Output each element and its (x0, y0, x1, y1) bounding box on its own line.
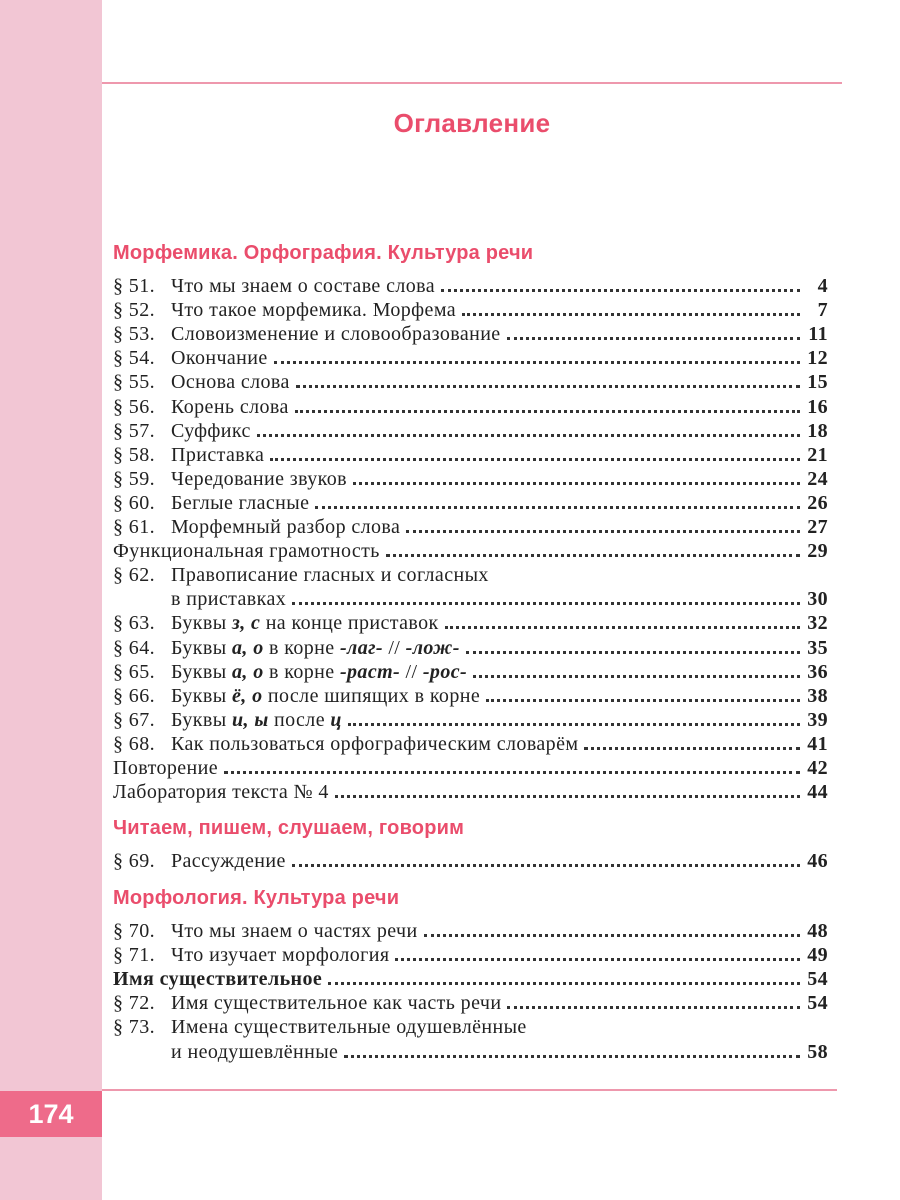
left-margin-band (0, 0, 102, 1200)
toc-entry-page: 42 (807, 757, 828, 779)
toc-entry (113, 395, 828, 419)
toc-entry-title: Беглые гласные (171, 491, 310, 514)
dot-leader (424, 934, 800, 937)
toc-entry (113, 274, 828, 298)
toc-entry-page: 35 (807, 636, 828, 659)
toc-entry-title: Имя существительное (113, 968, 323, 991)
toc-entry-page: 11 (808, 323, 828, 346)
toc-entry (113, 849, 828, 873)
toc-entry (113, 1015, 828, 1039)
toc-entry (113, 732, 828, 756)
toc-entry-number: § 64. (113, 636, 155, 659)
toc-entry-page: 44 (807, 781, 828, 804)
toc-entry-title: Буквы и, ы после ц (171, 708, 342, 731)
toc-entry-title: Имя существительное как часть речи (171, 992, 502, 1015)
toc-entry (113, 563, 828, 587)
toc-entry-title: Суффикс (171, 419, 251, 442)
page-title: Оглавление (393, 108, 551, 138)
toc-entry (113, 919, 828, 943)
dot-leader (353, 482, 800, 485)
toc-entry (113, 419, 828, 443)
toc-entry-title: и неодушевлённые (171, 1040, 339, 1063)
toc-entry-number: § 54. (113, 347, 155, 370)
toc-entry-number: § 52. (113, 299, 155, 322)
dot-leader (292, 864, 800, 867)
toc-entry-number: § 57. (113, 419, 155, 442)
toc-entry-page: 30 (807, 588, 828, 611)
section-heading: Читаем, пишем, слушаем, говорим (113, 817, 465, 839)
toc-entry (113, 780, 828, 804)
dot-leader (441, 289, 800, 292)
dot-leader (328, 982, 800, 985)
toc-entry-number: § 72. (113, 992, 155, 1015)
toc-entry-page: 12 (807, 347, 828, 370)
toc-entry-page: 26 (807, 491, 828, 514)
section-heading: Морфология. Культура речи (113, 887, 400, 909)
dot-leader (348, 723, 800, 726)
toc-entry (113, 756, 828, 780)
toc-entry-title: Основа слова (171, 371, 290, 394)
toc-entry (113, 967, 828, 991)
toc-entry (113, 515, 828, 539)
toc-entry-page: 38 (807, 684, 828, 707)
dot-leader (406, 530, 800, 533)
toc-entry-page: 46 (807, 850, 828, 872)
dot-leader (295, 410, 800, 413)
toc-entry-number: § 59. (113, 467, 155, 490)
toc-entry-page: 36 (807, 660, 828, 683)
toc-entry (113, 298, 828, 322)
page-number: 174 (0, 1091, 102, 1137)
toc-entry-page: 16 (807, 395, 828, 418)
toc-entry (113, 443, 828, 467)
dot-leader (462, 313, 800, 316)
toc-entry (113, 322, 828, 346)
toc-entry (113, 684, 828, 708)
toc-entry-page: 29 (807, 540, 828, 563)
dot-leader (296, 385, 800, 388)
toc-entry-page: 32 (807, 612, 828, 635)
top-divider (102, 82, 842, 84)
dot-leader (257, 434, 800, 437)
toc-entry-title: Повторение (113, 757, 219, 779)
toc-entry-number: § 67. (113, 708, 155, 731)
toc-entry-title: Окончание (171, 347, 268, 370)
toc-entry (113, 370, 828, 394)
toc-entry-title: Чередование звуков (171, 467, 348, 490)
toc-entry-title: Что мы знаем о частях речи (171, 920, 418, 942)
toc-entry-number: § 70. (113, 920, 155, 942)
toc-entry-title: Приставка (171, 443, 265, 466)
toc-entry-page: 27 (807, 516, 828, 538)
toc-entry (113, 491, 828, 515)
toc-entry (113, 346, 828, 370)
toc-entry-number: § 55. (113, 371, 155, 394)
dot-leader (584, 747, 800, 750)
toc-entry-page: 7 (817, 299, 828, 322)
dot-leader (507, 337, 800, 340)
toc-entry (113, 708, 828, 732)
dot-leader (315, 506, 800, 509)
toc-entry-number: § 68. (113, 732, 155, 755)
toc-entry-title: Словоизменение и словообразование (171, 323, 501, 346)
toc-entry-page: 54 (807, 968, 828, 991)
dot-leader (224, 771, 800, 774)
toc-entry-title: Что изучает морфология (171, 944, 390, 967)
toc-entry-number: § 60. (113, 491, 155, 514)
toc-entry-number: § 73. (113, 1016, 155, 1039)
toc-entry-number: § 51. (113, 275, 155, 297)
toc-entry-continuation (113, 587, 828, 611)
dot-leader (274, 361, 800, 364)
toc-entry-title: Рассуждение (171, 850, 286, 872)
toc-entry (113, 660, 828, 684)
dot-leader (270, 458, 800, 461)
section-heading: Морфемика. Орфография. Культура речи (113, 242, 534, 264)
toc-entry-title: Буквы ё, о после шипящих в корне (171, 684, 481, 707)
toc-entry-title: Что такое морфемика. Морфема (171, 299, 457, 322)
toc-entry-page: 21 (807, 443, 828, 466)
toc-entry-page: 54 (807, 992, 828, 1015)
toc-entry-number: § 65. (113, 660, 155, 683)
toc-entry-title: Что мы знаем о составе слова (171, 275, 436, 297)
toc-entry-number: § 62. (113, 564, 155, 587)
dot-leader (486, 699, 800, 702)
toc-entry-number: § 61. (113, 516, 155, 538)
toc-entry-title: Корень слова (171, 395, 289, 418)
toc-entry-number: § 71. (113, 944, 155, 967)
bottom-divider (102, 1089, 837, 1091)
toc-entry-number: § 63. (113, 612, 155, 635)
toc-entry (113, 636, 828, 660)
dot-leader (335, 795, 800, 798)
toc-entry-page: 58 (807, 1040, 828, 1063)
toc-entry-number: § 56. (113, 395, 155, 418)
toc-entry-number: § 53. (113, 323, 155, 346)
dot-leader (395, 958, 800, 961)
toc-entry-number: § 58. (113, 443, 155, 466)
toc-entry-title: Буквы а, о в корне -раст- // -рос- (171, 660, 468, 683)
toc-entry-page: 24 (807, 467, 828, 490)
toc-entry-title: Лаборатория текста № 4 (113, 781, 329, 804)
toc-entry-title: Имена существительные одушевлённые (171, 1016, 527, 1039)
toc-entry-number: § 66. (113, 684, 155, 707)
dot-leader (445, 626, 800, 629)
toc-entry-title: Функциональная грамотность (113, 540, 380, 563)
toc-entry (113, 611, 828, 635)
toc-entry-page: 15 (807, 371, 828, 394)
toc-entry-continuation (113, 1040, 828, 1064)
toc-entry-page: 49 (807, 944, 828, 967)
toc-entry (113, 539, 828, 563)
toc-entry-page: 48 (807, 920, 828, 942)
dot-leader (473, 675, 800, 678)
dot-leader (386, 554, 800, 557)
toc-entry (113, 467, 828, 491)
toc-entry-page: 18 (807, 419, 828, 442)
toc-entry-number: § 69. (113, 850, 155, 872)
dot-leader (344, 1055, 800, 1058)
toc-entry (113, 943, 828, 967)
toc-entry-title: Как пользоваться орфографическим словарём (171, 732, 579, 755)
toc-entry-page: 39 (807, 708, 828, 731)
toc-entry-title: Буквы а, о в корне -лаг- // -лож- (171, 636, 460, 659)
dot-leader (292, 602, 800, 605)
toc-entry-title: Морфемный разбор слова (171, 516, 401, 538)
toc-entry-page: 4 (817, 275, 828, 297)
toc-entry-title: Правописание гласных и согласных (171, 564, 489, 587)
toc-entry-title: Буквы з, с на конце приставок (171, 612, 439, 635)
toc-entry-page: 41 (807, 732, 828, 755)
dot-leader (466, 651, 800, 654)
toc-entry-title: в приставках (171, 588, 287, 611)
dot-leader (507, 1006, 800, 1009)
toc-entry (113, 991, 828, 1015)
